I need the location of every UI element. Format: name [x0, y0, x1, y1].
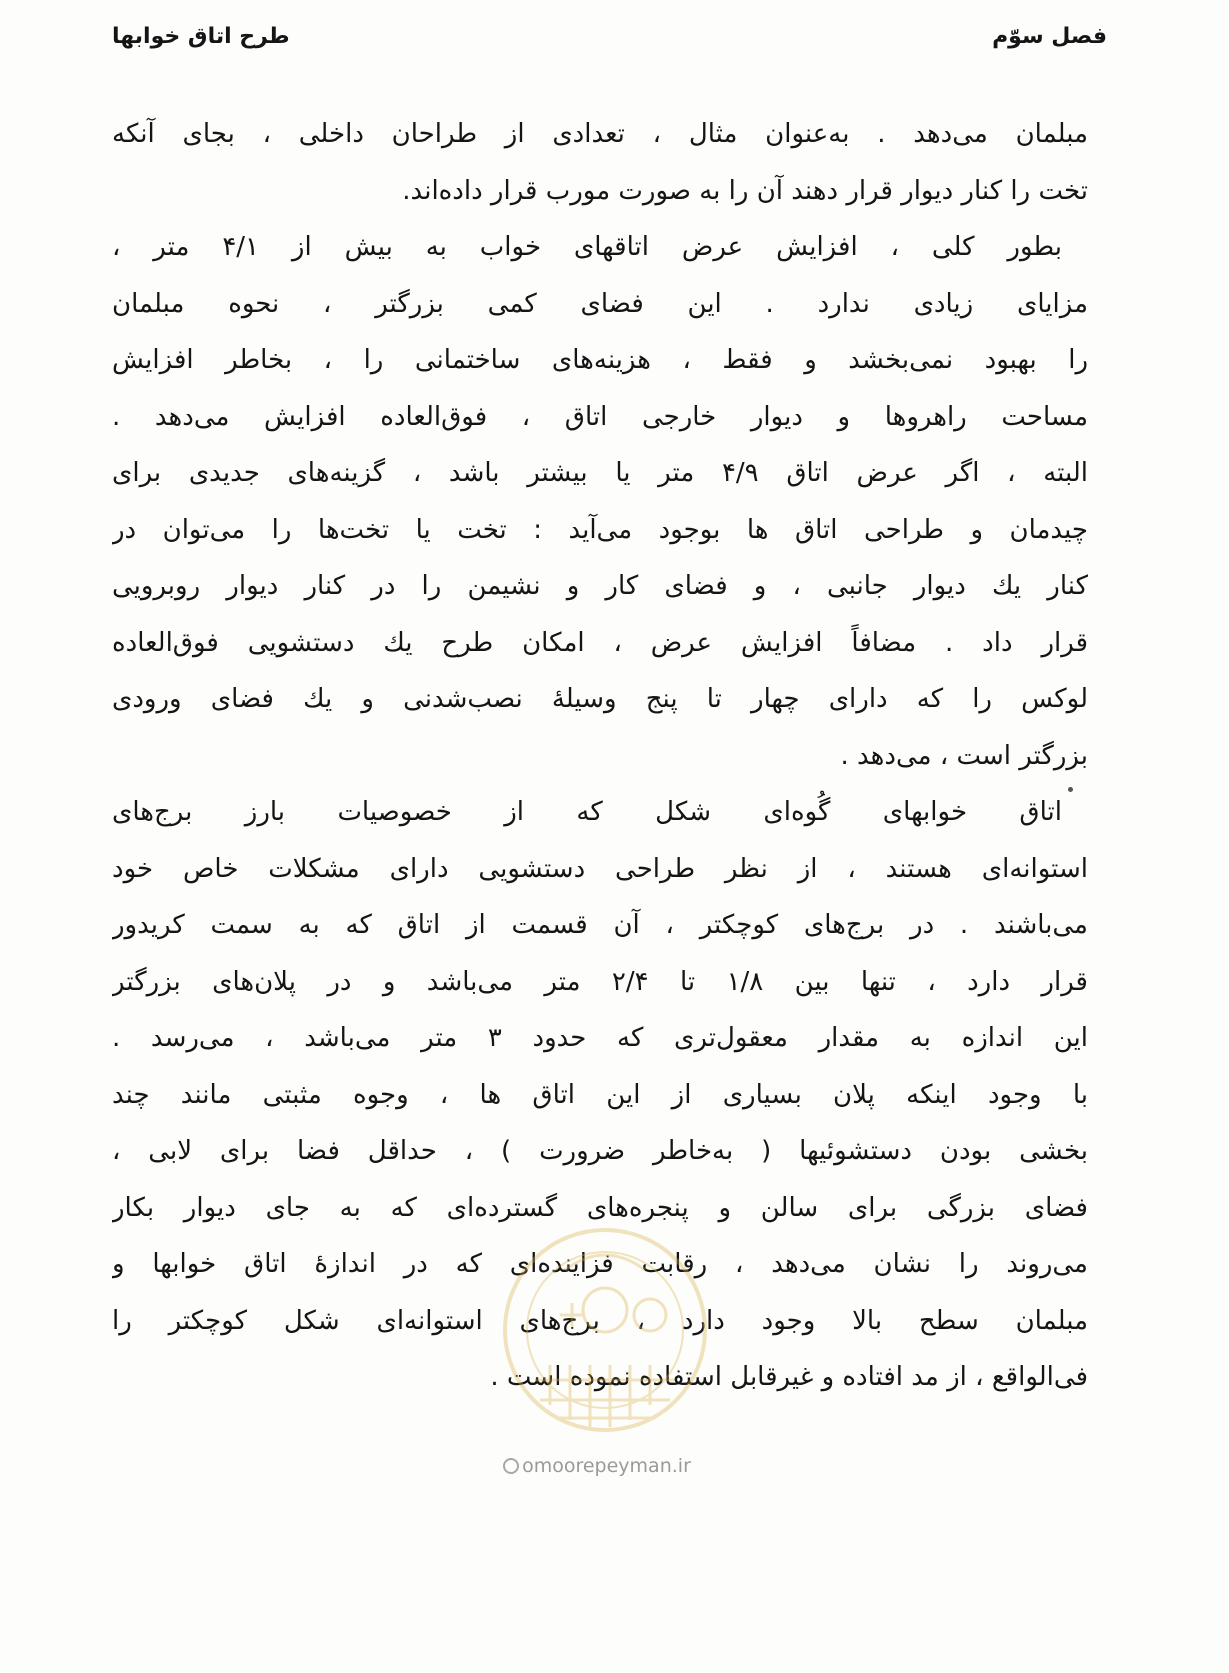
running-header — [112, 14, 1107, 58]
header-chapter: فصل سوّم — [992, 23, 1107, 49]
text-line: قرار داد . مضافاً افزایش عرض ، امکان طرح یك دستشویی فوق‌العاده — [112, 627, 1088, 658]
at-sign-icon — [503, 1458, 519, 1474]
text-line: مبلمان سطح بالا وجود دارد ، برج‌های استوانه‌ای شکل کوچکتر را — [112, 1305, 1088, 1336]
text-line: با وجود اینکه پلان بسیاری از این اتاق ها ، وجوه مثبتی مانند چند — [112, 1079, 1088, 1110]
text-line: این اندازه به مقدار معقول‌تری که حدود ۳ متر می‌باشد ، می‌رسد . — [112, 1023, 1088, 1053]
text-line: را بهبود نمی‌بخشد و فقط ، هزینه‌های ساختمانی را ، بخاطر افزایش — [112, 345, 1088, 375]
text-line: لوکس را که دارای چهار تا پنج وسیلهٔ نصب‌شدنی و یك فضای ورودی — [112, 684, 1088, 714]
text-line: کنار یك دیوار جانبی ، و فضای کار و نشیمن را در کنار دیوار روبرویی — [112, 571, 1088, 601]
text-line: می‌روند را نشان می‌دهد ، رقابت فزاینده‌ای که در اندازهٔ اتاق خوابها و — [112, 1249, 1088, 1279]
text-line: بزرگتر است ، می‌دهد . — [840, 740, 1088, 771]
margin-dot-mark — [1068, 787, 1073, 792]
paragraph-first-line: اتاق خوابهای گُوه‌ای شکل که از خصوصیات بارز برج‌های — [112, 797, 1062, 827]
text-line: البته ، اگر عرض اتاق ۴/۹ متر یا بیشتر باشد ، گزینه‌های جدیدی برای — [112, 458, 1088, 488]
text-line: مبلمان می‌دهد . به‌عنوان مثال ، تعدادی از طراحان داخلی ، بجای آنکه — [112, 119, 1088, 149]
text-line: تخت را کنار دیوار قرار دهند آن را به صورت مورب قرار داده‌اند. — [402, 175, 1088, 206]
text-line: فضای بزرگی برای سالن و پنجره‌های گسترده‌ای که به جای دیوار بکار — [112, 1192, 1088, 1223]
body-text — [112, 106, 1088, 1406]
header-section-title: طرح اتاق خوابها — [112, 23, 290, 49]
text-line: می‌باشند . در برج‌های کوچکتر ، آن قسمت از اتاق که به سمت کریدور — [112, 910, 1088, 940]
text-line: چیدمان و طراحی اتاق ها بوجود می‌آید : تخت یا تخت‌ها را می‌توان در — [112, 514, 1088, 545]
text-line: مزایای زیادی ندارد . این فضای کمی بزرگتر ، نحوه مبلمان — [112, 288, 1088, 319]
text-line: استوانه‌ای هستند ، از نظر طراحی دستشویی دارای مشکلات خاص خود — [112, 853, 1088, 884]
watermark-caption — [482, 1455, 712, 1477]
watermark-caption-text: omoorepeyman.ir — [522, 1455, 691, 1477]
text-line: مساحت راهروها و دیوار خارجی اتاق ، فوق‌العاده افزایش می‌دهد . — [112, 401, 1088, 432]
text-line: قرار دارد ، تنها بین ۱/۸ تا ۲/۴ متر می‌باشد و در پلان‌های بزرگتر — [112, 966, 1088, 997]
text-line: فی‌الواقع ، از مد افتاده و غیرقابل استفاده نموده است . — [490, 1362, 1088, 1392]
text-line: بخشی بودن دستشوئیها ( به‌خاطر ضرورت ) ، حداقل فضا برای لابی ، — [112, 1136, 1088, 1166]
paragraph-first-line: بطور کلی ، افزایش عرض اتاقهای خواب به بیش از ۴/۱ متر ، — [112, 232, 1062, 262]
